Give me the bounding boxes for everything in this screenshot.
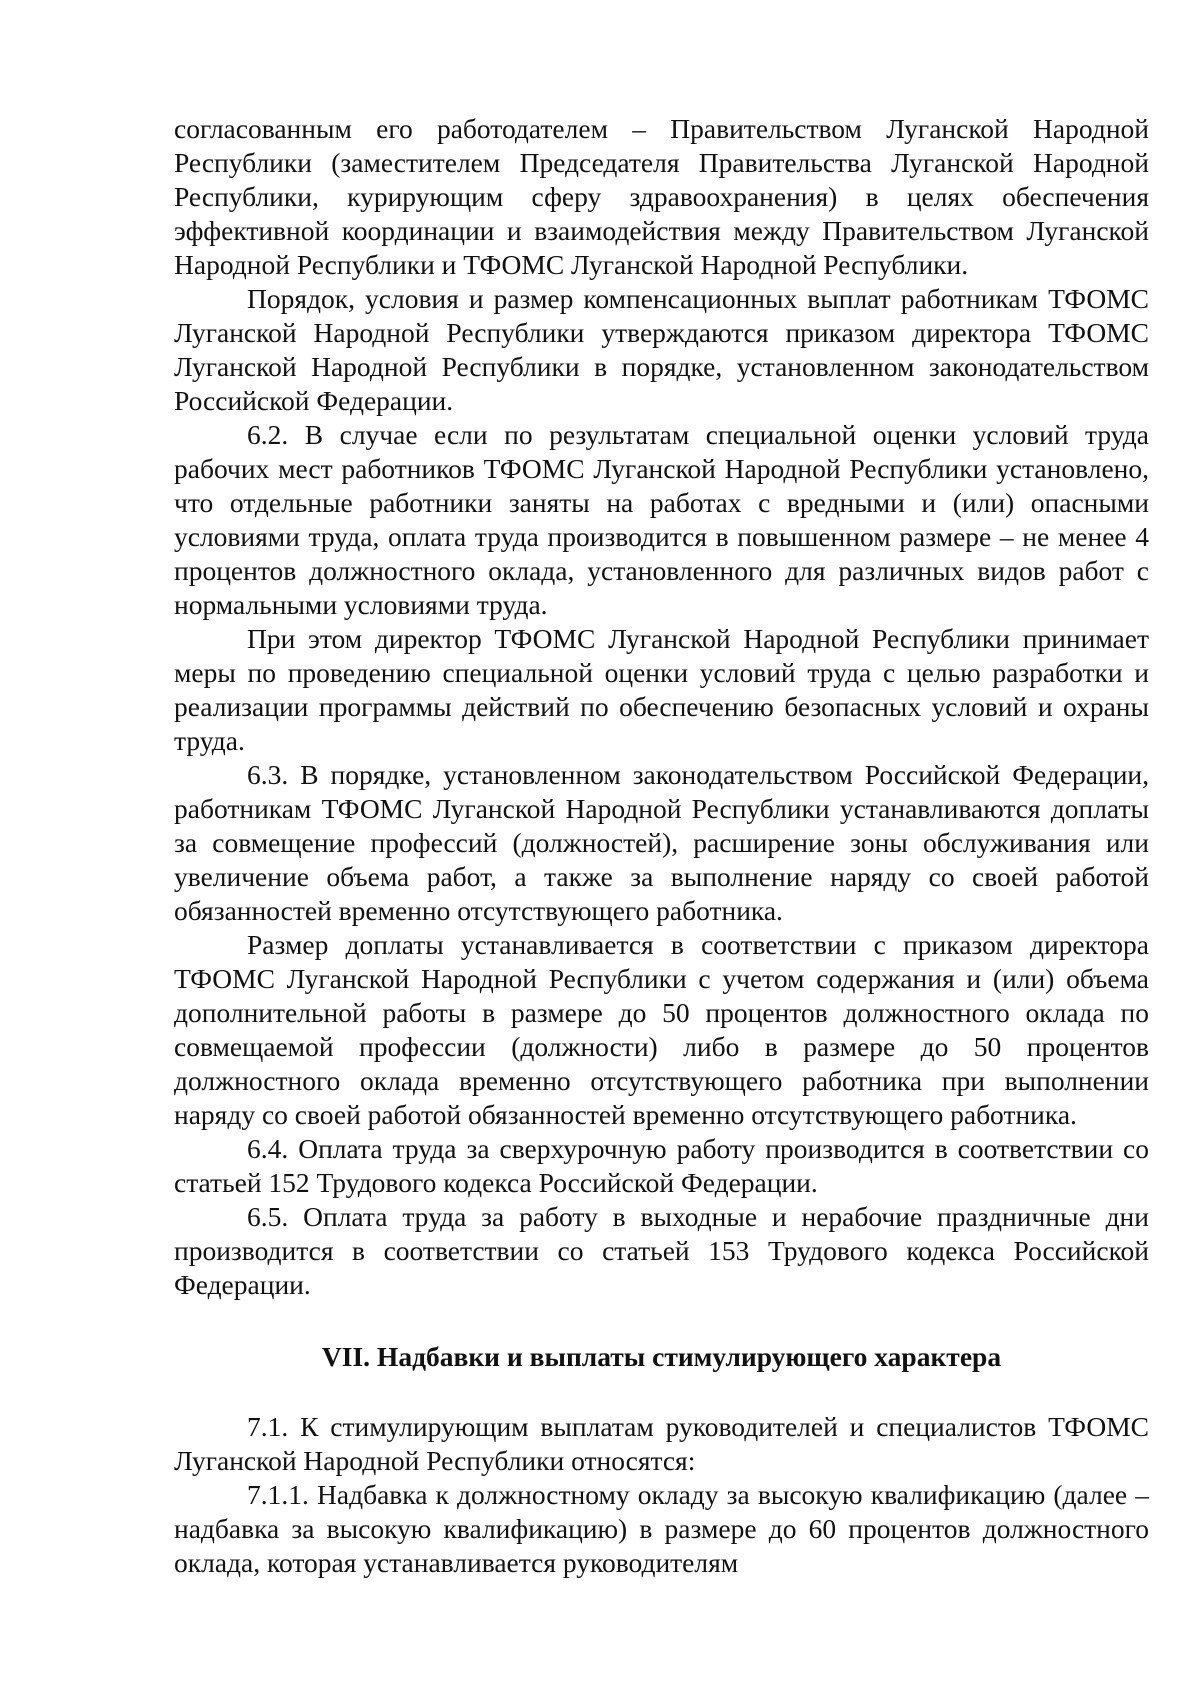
paragraph-6-4: 6.4. Оплата труда за сверхурочную работу производится в соответствии со статьей 152 Трудового кодекса Российской Федерации.	[174, 1133, 1149, 1198]
paragraph-7-1-1: 7.1.1. Надбавка к должностному окладу за высокую квалификацию (далее – надбавка за высокую квалификацию) в размере до 60 процентов должностного оклада, которая устанавливается руководителям	[174, 1479, 1149, 1578]
paragraph-surcharge-size: Размер доплаты устанавливается в соответствии с приказом директора ТФОМС Луганской Народной Республики с учетом содержания и (или) объема дополнительной работы в размере до 50 процентов должностного оклада по совмещаемой профессии (должности) либо в размере до 50 процентов должностного оклада временно отсутствующего работника при выполнении наряду со своей работой обязанностей временно отсутствующего работника.	[174, 929, 1149, 1130]
paragraph-7-1: 7.1. К стимулирующим выплатам руководителей и специалистов ТФОМС Луганской Народной Республики относятся:	[174, 1411, 1149, 1476]
section-heading: VII. Надбавки и выплаты стимулирующего характера	[321, 1341, 1002, 1372]
paragraph-compensation-order: Порядок, условия и размер компенсационных выплат работникам ТФОМС Луганской Народной Республики утверждаются приказом директора ТФОМС Луганской Народной Республики в порядке, установленном законодательством Российской Федерации.	[174, 283, 1149, 416]
paragraph-6-5: 6.5. Оплата труда за работу в выходные и нерабочие праздничные дни производится в соответствии со статьей 153 Трудового кодекса Российской Федерации.	[174, 1201, 1149, 1300]
paragraph-director-measures: При этом директор ТФОМС Луганской Народной Республики принимает меры по проведению специальной оценки условий труда с целью разработки и реализации программы действий по обеспечению безопасных условий и охраны труда.	[174, 623, 1149, 756]
document-page	[174, 112, 1149, 1580]
paragraph-continuation: согласованным его работодателем – Правительством Луганской Народной Республики (заместителем Председателя Правительства Луганской Народной Республики, курирующим сферу здравоохранения) в целях обеспечения эффективной координации и взаимодействия между Правительством Луганской Народной Республики и ТФОМС Луганской Народной Республики.	[174, 113, 1149, 280]
paragraph-6-3: 6.3. В порядке, установленном законодательством Российской Федерации, работникам ТФОМС Луганской Народной Республики устанавливаются доплаты за совмещение профессий (должностей), расширение зоны обслуживания или увеличение объема работ, а также за выполнение наряду со своей работой обязанностей временно отсутствующего работника.	[174, 759, 1149, 926]
paragraph-6-2: 6.2. В случае если по результатам специальной оценки условий труда рабочих мест работников ТФОМС Луганской Народной Республики установлено, что отдельные работники заняты на работах с вредными и (или) опасными условиями труда, оплата труда производится в повышенном размере – не менее 4 процентов должностного оклада, установленного для различных видов работ с нормальными условиями труда.	[174, 419, 1149, 620]
